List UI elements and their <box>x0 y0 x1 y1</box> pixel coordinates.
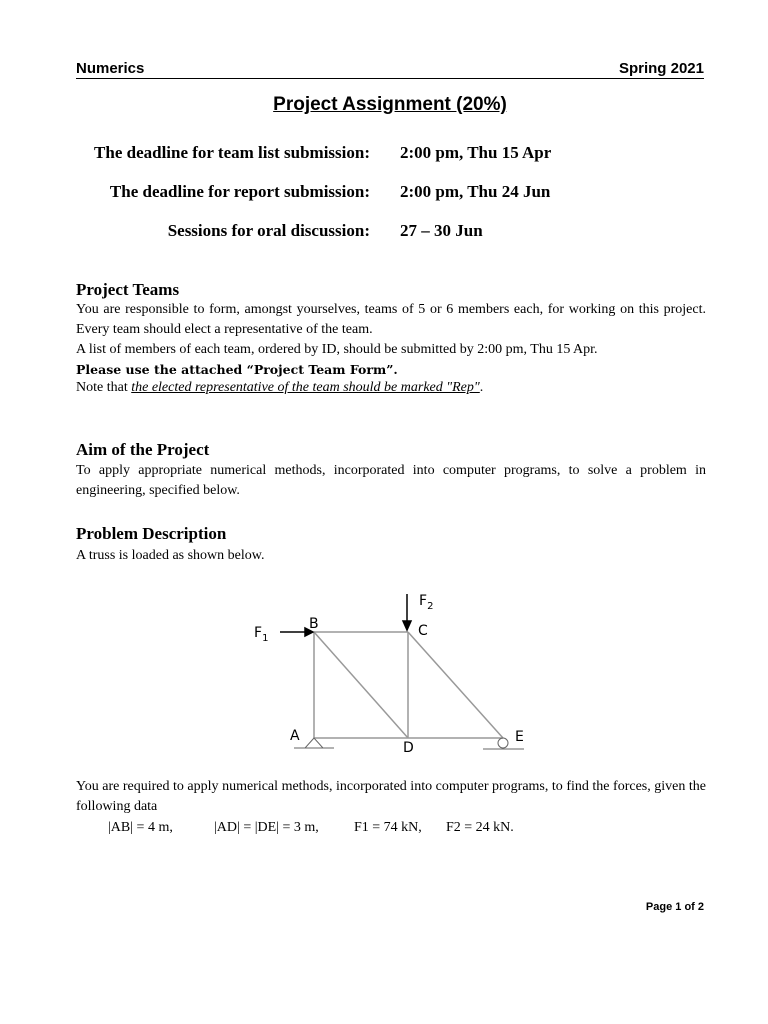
deadline-value: 27 – 30 Jun <box>400 221 483 240</box>
teams-paragraph: You are responsible to form, amongst yourselves, teams of 5 or 6 members each, for working on this project. Every team should elect a representative of the team. <box>76 302 706 337</box>
requirement-text: You are required to apply numerical methods, incorporated into computer programs, to find the forces, given the following data <box>76 779 706 814</box>
team-form-note: Please use the attached “Project Team Form”. <box>76 362 398 377</box>
label-f2: $F_2$ <box>419 593 434 612</box>
force-arrows <box>280 594 411 636</box>
given-f2: F2 = 24 kN. <box>446 820 514 835</box>
label-e: E <box>515 729 524 745</box>
deadline-label: The deadline for team list submission: <box>94 143 370 162</box>
section-heading-aim: Aim of the Project <box>76 440 210 459</box>
deadline-label: Sessions for oral discussion: <box>167 221 370 240</box>
aim-text: To apply appropriate numerical methods, incorporated into computer programs, to solve a problem in engineering, specified below. <box>76 463 706 498</box>
rep-note-suffix: . <box>479 380 484 395</box>
given-ad-de: |AD| = |DE| = 3 m, <box>214 820 319 835</box>
label-f1: $F_1$ <box>254 625 269 644</box>
deadline-value: 2:00 pm, Thu 24 Jun <box>400 182 551 201</box>
teams-submission-text: A list of members of each team, ordered by ID, should be submitted by 2:00 pm, Thu 15 Apr. <box>76 342 598 357</box>
label-b: B <box>309 616 319 632</box>
course-name: Numerics <box>76 60 145 77</box>
given-f1: F1 = 74 kN, <box>354 820 422 835</box>
deadline-value: 2:00 pm, Thu 15 Apr <box>400 143 552 162</box>
term: Spring 2021 <box>618 60 704 77</box>
label-d: D <box>403 740 414 756</box>
label-a: A <box>290 728 300 744</box>
deadline-label: The deadline for report submission: <box>109 182 370 201</box>
rep-note-prefix: Note that <box>76 380 132 395</box>
given-ab: |AB| = 4 m, <box>108 820 173 835</box>
truss-members <box>314 632 503 738</box>
problem-text: A truss is loaded as shown below. <box>76 548 265 563</box>
page-title: Project Assignment (20%) <box>273 94 507 115</box>
rep-note-emphasis: the elected representative of the team should be marked "Rep" <box>131 380 480 395</box>
page-number: Page 1 of 2 <box>645 901 704 913</box>
section-heading-problem: Problem Description <box>76 524 227 543</box>
label-c: C <box>418 623 428 639</box>
section-heading-teams: Project Teams <box>76 280 180 299</box>
